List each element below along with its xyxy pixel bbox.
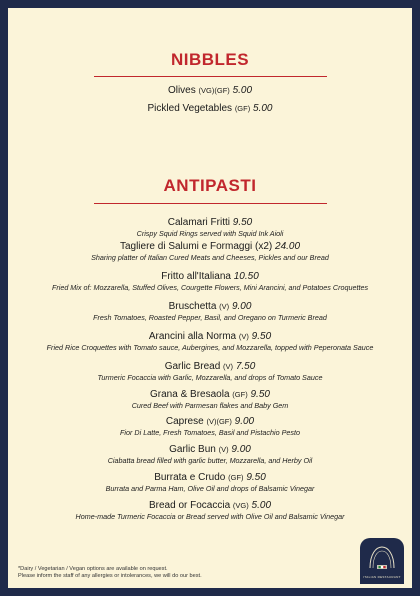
menu-page: [8, 8, 412, 588]
item-description: Crispy Squid Rings served with Squid Ink Aioli: [136, 229, 284, 238]
item-name: Calamari Fritti: [167, 217, 230, 228]
item-description: Turmeric Focaccia with Garlic, Mozzarella, and drops of Tomato Sauce: [97, 373, 323, 382]
allergy-note: Please inform the staff of any allergies or intolerances, we will do our best.: [18, 573, 202, 579]
menu-item: [8, 443, 412, 471]
item-name: Tagliere di Salumi e Formaggi (x2): [119, 241, 273, 252]
item-dietary-tag: (V): [219, 302, 230, 311]
allergen-notice: [18, 566, 202, 580]
item-description: Fried Mix of: Mozzarella, Stuffed Olives, Courgette Flowers, Mini Arancini, and Potatoes Croquettes: [51, 283, 369, 292]
item-name: Garlic Bread: [164, 361, 221, 372]
item-description: Fior Di Latte, Fresh Tomatoes, Basil and Pistachio Pesto: [120, 428, 300, 437]
nibbles-title: NIBBLES: [170, 50, 250, 69]
item-name: Olives: [167, 85, 196, 96]
menu-item: [8, 82, 412, 100]
antipasti-title: ANTIPASTI: [163, 176, 257, 195]
item-dietary-tag: (GF): [232, 390, 248, 399]
item-dietary-tag: (V)(GF): [206, 417, 232, 426]
item-price: 9.50: [246, 472, 266, 483]
item-description: Fried Rice Croquettes with Tomato sauce, Aubergines, and Mozzarella, topped with Peperonata Sauce: [46, 343, 374, 352]
item-price: 9.00: [231, 301, 252, 312]
item-price: 10.50: [233, 271, 259, 282]
menu-item: [8, 415, 412, 443]
item-name: Grana & Bresaola: [150, 389, 230, 400]
antipasti-divider: [94, 203, 327, 204]
item-name: Bruschetta: [168, 301, 217, 312]
item-description: Sharing platter of Italian Cured Meats and Cheeses, Pickles and our Bread: [91, 253, 329, 262]
menu-item: [8, 216, 412, 240]
menu-item: [8, 240, 412, 270]
item-price: 24.00: [275, 241, 301, 252]
restaurant-logo: [360, 538, 404, 584]
item-price: 7.50: [235, 361, 256, 372]
item-name: Pickled Vegetables: [147, 103, 233, 114]
logo-caption: ITALIAN RESTAURANT: [363, 575, 401, 579]
item-price: 9.50: [251, 331, 272, 342]
item-name: Fritto all'Italiana: [161, 271, 231, 282]
menu-item: [8, 388, 412, 415]
item-price: 9.00: [234, 416, 255, 427]
item-dietary-tag: (VG)(GF): [198, 86, 230, 95]
item-price: 5.00: [232, 85, 253, 96]
nibbles-list: [8, 82, 412, 118]
item-price: 9.00: [231, 444, 251, 455]
menu-item: [8, 360, 412, 388]
menu-item: [8, 499, 412, 523]
menu-item: [8, 300, 412, 330]
item-description: Cured Beef with Parmesan flakes and Baby Gem: [131, 401, 289, 410]
item-price: 5.00: [253, 103, 273, 114]
item-price: 9.50: [232, 217, 253, 228]
item-price: 9.50: [250, 389, 270, 400]
menu-item: [8, 471, 412, 499]
item-name: Bread or Focaccia: [148, 500, 231, 511]
menu-item: [8, 330, 412, 360]
item-description: Home-made Turmeric Focaccia or Bread served with Olive Oil and Balsamic Vinegar: [75, 512, 345, 521]
item-dietary-tag: (GF): [228, 473, 244, 482]
item-name: Burrata e Crudo: [154, 472, 226, 483]
item-name: Caprese: [165, 416, 204, 427]
menu-item: [8, 270, 412, 300]
restaurant-logo-icon: [360, 538, 404, 578]
item-name: Arancini alla Norma: [148, 331, 237, 342]
item-description: Ciabatta bread filled with garlic butter, Mozzarella, and Herby Oil: [107, 456, 313, 465]
dietary-options-note: *Dairy / Vegetarian / Vegan options are available on request.: [18, 566, 168, 572]
item-price: 5.00: [251, 500, 272, 511]
item-description: Burrata and Parma Ham, Olive Oil and drops of Balsamic Vinegar: [105, 484, 315, 493]
item-name: Garlic Bun: [169, 444, 216, 455]
item-dietary-tag: (V): [218, 445, 229, 454]
menu-item: [8, 100, 412, 118]
item-dietary-tag: (VG): [232, 501, 249, 510]
item-dietary-tag: (GF): [234, 104, 251, 113]
antipasti-list: [8, 216, 412, 523]
item-description: Fresh Tomatoes, Roasted Pepper, Basil, and Oregano on Turmeric Bread: [93, 313, 327, 322]
item-dietary-tag: (V): [238, 332, 249, 341]
nibbles-divider: [94, 76, 327, 77]
item-dietary-tag: (V): [223, 362, 234, 371]
